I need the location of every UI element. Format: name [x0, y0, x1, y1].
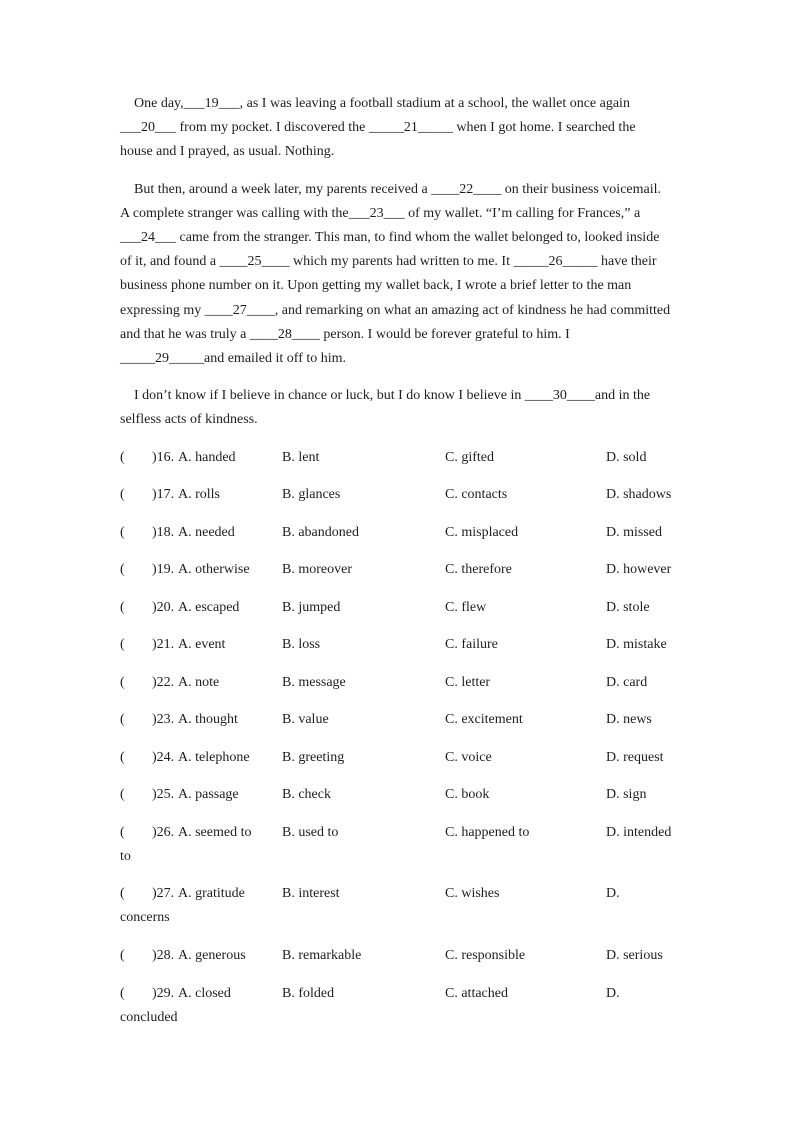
- question-25: [0, 786, 794, 804]
- question-number: [152, 674, 174, 692]
- option-d: D.: [606, 886, 620, 901]
- option-c: C. therefore: [445, 562, 512, 577]
- question-number: [152, 449, 174, 467]
- option-c: C. voice: [445, 750, 492, 765]
- passage-line: house and I prayed, as usual. Nothing.: [120, 144, 335, 159]
- question-number: [152, 786, 174, 804]
- option-a: A. gratitude: [178, 886, 245, 901]
- option-c: C. misplaced: [445, 525, 519, 540]
- option-d: D. request: [606, 750, 664, 765]
- passage-line: _____29_____and emailed it off to him.: [120, 351, 347, 366]
- question-18: [0, 524, 794, 542]
- option-d: D. serious: [606, 948, 663, 963]
- question-29: [0, 985, 794, 1003]
- question-number-label: 29.: [156, 986, 175, 1001]
- question-26: [0, 824, 794, 842]
- option-c: C. flew: [445, 600, 487, 615]
- answer-bracket-close: ): [152, 825, 157, 840]
- option-a: A. otherwise: [178, 562, 250, 577]
- option-d-continuation: concerns: [120, 910, 170, 925]
- passage-line: business phone number on it. Upon getting my wallet back, I wrote a brief letter to the man: [120, 278, 632, 293]
- passage-line: of it, and found a ____25____ which my parents had written to me. It _____26_____ have their: [120, 254, 657, 269]
- question-24: [0, 749, 794, 767]
- answer-bracket-open: (: [120, 487, 125, 502]
- option-d: D. mistake: [606, 637, 667, 652]
- option-d: D. shadows: [606, 487, 672, 502]
- answer-bracket-close: ): [152, 487, 157, 502]
- option-c: C. happened to: [445, 825, 530, 840]
- option-b: B. jumped: [282, 600, 341, 615]
- option-a: A. note: [178, 675, 220, 690]
- answer-bracket-open: (: [120, 712, 125, 727]
- option-d: D. sold: [606, 450, 647, 465]
- answer-bracket-open: (: [120, 886, 125, 901]
- answer-bracket-open: (: [120, 750, 125, 765]
- option-a: A. telephone: [178, 750, 250, 765]
- option-b: B. interest: [282, 886, 340, 901]
- passage-line: selfless acts of kindness.: [120, 412, 258, 427]
- answer-bracket-close: ): [152, 886, 157, 901]
- question-20: [0, 599, 794, 617]
- passage-line: expressing my ____27____, and remarking on what an amazing act of kindness he had committed: [120, 303, 671, 318]
- question-number-label: 16.: [156, 450, 175, 465]
- answer-bracket-close: ): [152, 600, 157, 615]
- option-d-continuation: to: [120, 849, 131, 864]
- option-b: B. greeting: [282, 750, 345, 765]
- question-19: [0, 561, 794, 579]
- question-number-label: 28.: [156, 948, 175, 963]
- option-d: D. however: [606, 562, 672, 577]
- option-c: C. gifted: [445, 450, 494, 465]
- answer-bracket-close: ): [152, 450, 157, 465]
- question-21: [0, 636, 794, 654]
- option-b: B. glances: [282, 487, 341, 502]
- question-number: [152, 885, 174, 903]
- option-a: A. passage: [178, 787, 239, 802]
- question-number: [152, 749, 174, 767]
- passage-line: A complete stranger was calling with the___23___ of my wallet. “I’m calling for Frances,” a: [120, 206, 641, 221]
- question-number-label: 23.: [156, 712, 175, 727]
- option-b: B. value: [282, 712, 329, 727]
- option-c: C. book: [445, 787, 490, 802]
- answer-bracket-close: ): [152, 787, 157, 802]
- answer-bracket-open: (: [120, 637, 125, 652]
- answer-bracket-open: (: [120, 675, 125, 690]
- option-a: A. rolls: [178, 487, 220, 502]
- answer-bracket-close: ): [152, 750, 157, 765]
- option-a: A. handed: [178, 450, 236, 465]
- option-a: A. event: [178, 637, 226, 652]
- passage-line: ___24___ came from the stranger. This man, to find whom the wallet belonged to, looked inside: [120, 230, 660, 245]
- option-a: A. seemed to: [178, 825, 252, 840]
- passage-line: ___20___ from my pocket. I discovered the _____21_____ when I got home. I searched the: [120, 120, 636, 135]
- question-17: [0, 486, 794, 504]
- option-a: A. needed: [178, 525, 235, 540]
- option-c: C. responsible: [445, 948, 526, 963]
- option-d: D. card: [606, 675, 648, 690]
- answer-bracket-open: (: [120, 787, 125, 802]
- answer-bracket-close: ): [152, 675, 157, 690]
- option-a: A. generous: [178, 948, 246, 963]
- question-number: [152, 486, 174, 504]
- question-number-label: 18.: [156, 525, 175, 540]
- option-d: D.: [606, 986, 620, 1001]
- answer-bracket-open: (: [120, 825, 125, 840]
- question-16: [0, 449, 794, 467]
- passage-line: One day,___19___, as I was leaving a football stadium at a school, the wallet once again: [134, 96, 630, 111]
- question-number-label: 26.: [156, 825, 175, 840]
- option-a: A. thought: [178, 712, 238, 727]
- question-number-label: 22.: [156, 675, 175, 690]
- passage-line: I don’t know if I believe in chance or luck, but I do know I believe in ____30____and in the: [134, 388, 651, 403]
- question-number-label: 21.: [156, 637, 175, 652]
- question-number: [152, 524, 174, 542]
- option-d-continuation: concluded: [120, 1010, 178, 1025]
- answer-bracket-open: (: [120, 948, 125, 963]
- passage-line: and that he was truly a ____28____ person. I would be forever grateful to him. I: [120, 327, 570, 342]
- answer-bracket-open: (: [120, 525, 125, 540]
- question-number: [152, 711, 174, 729]
- question-22: [0, 674, 794, 692]
- question-28: [0, 947, 794, 965]
- question-number-label: 17.: [156, 487, 175, 502]
- question-number-label: 20.: [156, 600, 175, 615]
- option-c: C. failure: [445, 637, 498, 652]
- question-number: [152, 599, 174, 617]
- option-d: D. news: [606, 712, 652, 727]
- answer-bracket-close: ): [152, 525, 157, 540]
- question-number: [152, 636, 174, 654]
- option-d: D. missed: [606, 525, 662, 540]
- question-number-label: 27.: [156, 886, 175, 901]
- answer-bracket-open: (: [120, 600, 125, 615]
- question-number-label: 25.: [156, 787, 175, 802]
- option-b: B. abandoned: [282, 525, 359, 540]
- answer-bracket-close: ): [152, 712, 157, 727]
- option-b: B. folded: [282, 986, 335, 1001]
- question-number-label: 19.: [156, 562, 175, 577]
- option-b: B. used to: [282, 825, 339, 840]
- option-b: B. check: [282, 787, 331, 802]
- option-c: C. contacts: [445, 487, 508, 502]
- option-b: B. moreover: [282, 562, 352, 577]
- option-b: B. lent: [282, 450, 320, 465]
- question-27: [0, 885, 794, 903]
- answer-bracket-open: (: [120, 986, 125, 1001]
- answer-bracket-open: (: [120, 562, 125, 577]
- question-23: [0, 711, 794, 729]
- answer-bracket-open: (: [120, 450, 125, 465]
- option-a: A. closed: [178, 986, 231, 1001]
- option-b: B. remarkable: [282, 948, 362, 963]
- option-c: C. wishes: [445, 886, 500, 901]
- question-number: [152, 824, 174, 842]
- question-number: [152, 561, 174, 579]
- answer-bracket-close: ): [152, 562, 157, 577]
- option-d: D. stole: [606, 600, 650, 615]
- passage-line: But then, around a week later, my parents received a ____22____ on their business voicemail.: [134, 182, 662, 197]
- question-number: [152, 947, 174, 965]
- answer-bracket-close: ): [152, 986, 157, 1001]
- option-d: D. intended: [606, 825, 672, 840]
- option-b: B. loss: [282, 637, 321, 652]
- option-d: D. sign: [606, 787, 647, 802]
- question-number: [152, 985, 174, 1003]
- answer-bracket-close: ): [152, 948, 157, 963]
- option-c: C. letter: [445, 675, 491, 690]
- option-b: B. message: [282, 675, 346, 690]
- answer-bracket-close: ): [152, 637, 157, 652]
- option-c: C. attached: [445, 986, 508, 1001]
- question-number-label: 24.: [156, 750, 175, 765]
- option-c: C. excitement: [445, 712, 523, 727]
- option-a: A. escaped: [178, 600, 240, 615]
